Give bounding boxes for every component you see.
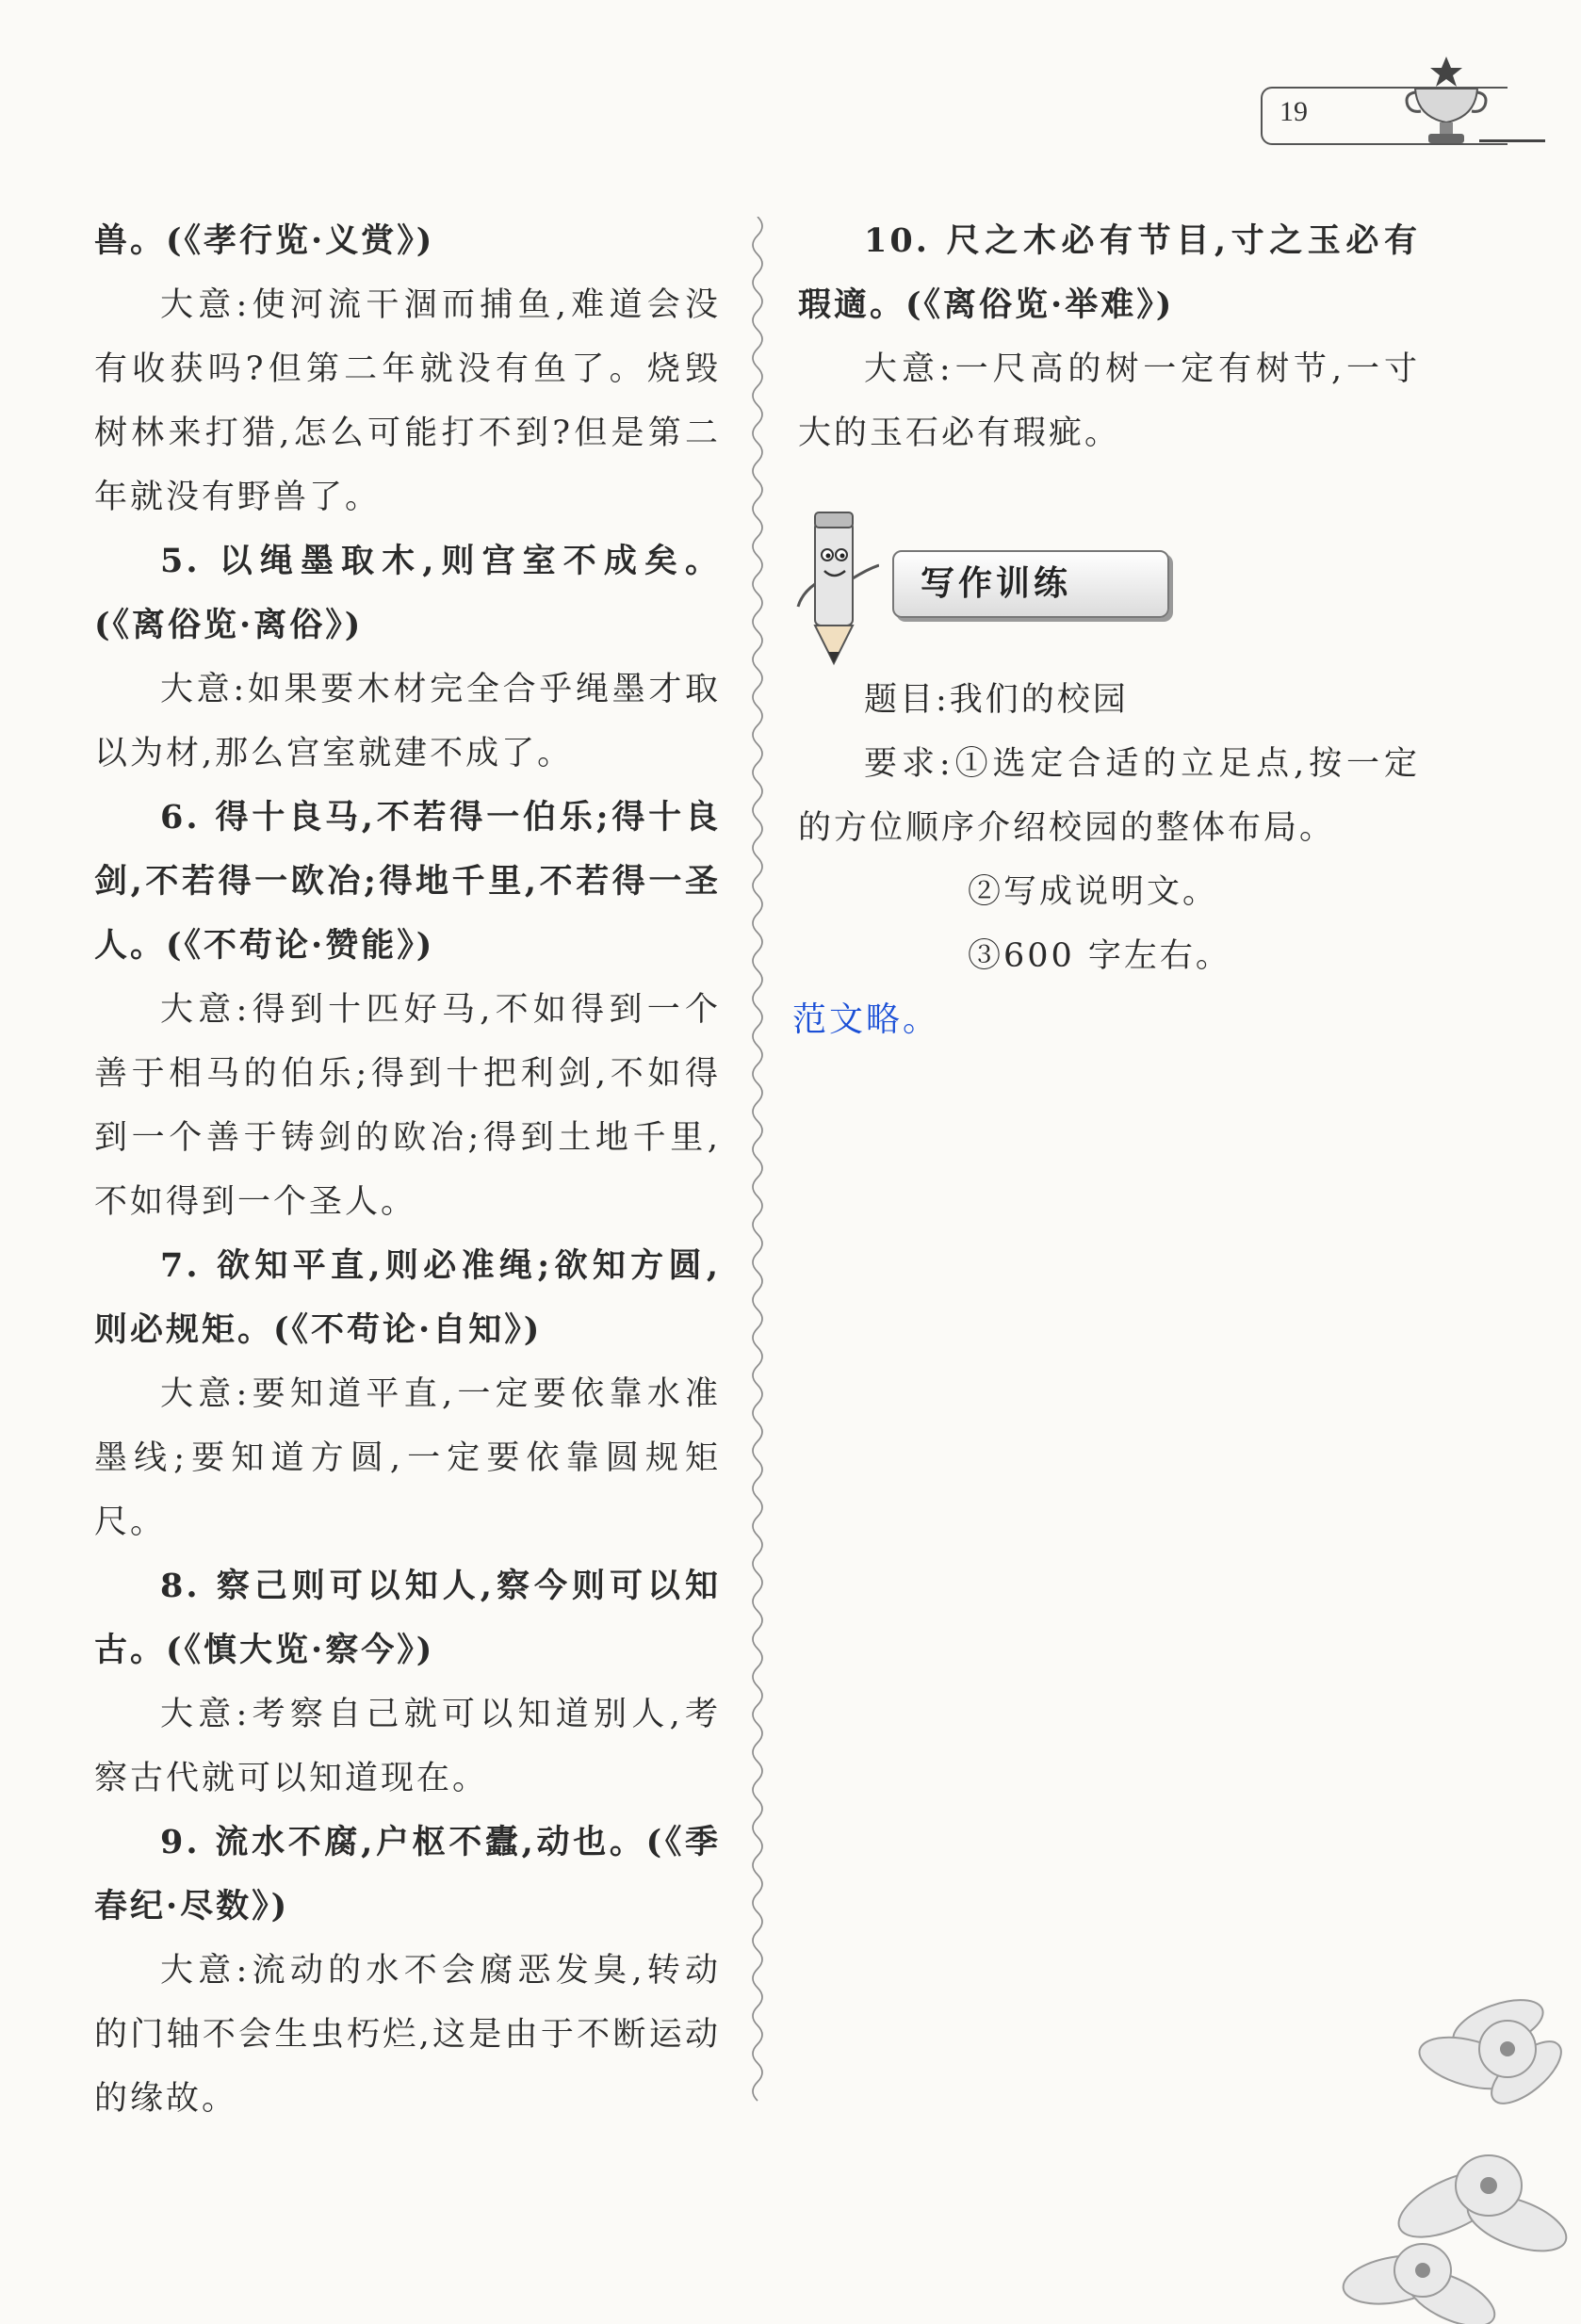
paragraph: 兽。(《孝行览·义赏》) <box>94 221 435 260</box>
paragraph: 大意:一尺高的树一定有树节,一寸大的玉石必有瑕疵。 <box>798 350 1420 452</box>
paragraph: 大意:考察自己就可以知道别人,考察古代就可以知道现在。 <box>94 1696 721 1797</box>
paragraph: 9. 流水不腐,户枢不蠹,动也。(《季春纪·尽数》) <box>94 1823 721 1926</box>
paragraph: 6. 得十良马,不若得一伯乐;得十良剑,不若得一欧冶;得地千里,不若得一圣人。(《不苟论·赞能》) <box>94 798 721 965</box>
paragraph: 大意:流动的水不会腐恶发臭,转动的门轴不会生虫朽烂,这是由于不断运动的缘故。 <box>94 1952 721 2118</box>
left-column <box>94 209 721 2131</box>
right-column <box>792 209 1420 1052</box>
writing-section-header <box>798 503 1420 668</box>
column-divider <box>744 217 771 2110</box>
paragraph: 大意:如果要木材完全合乎绳墨才取以为材,那么宫室就建不成了。 <box>94 671 721 772</box>
paragraph: 大意:使河流干涸而捕鱼,难道会没有收获吗?但第二年就没有鱼了。烧毁树林来打猎,怎么可能打不到?但是第二年就没有野兽了。 <box>94 286 721 516</box>
paragraph: 5. 以绳墨取木,则宫室不成矣。(《离俗览·离俗》) <box>94 542 721 644</box>
section-title: 写作训练 <box>892 550 1169 618</box>
paragraph: 8. 察己则可以知人,察今则可以知古。(《慎大览·察今》) <box>94 1567 721 1669</box>
header-rule <box>1479 139 1545 142</box>
flower-decoration <box>1310 1959 1581 2324</box>
pencil-mascot-icon <box>794 503 879 668</box>
sample-essay-note: 范文略。 <box>792 1000 940 1039</box>
trophy-icon <box>1404 55 1489 149</box>
page-number: 19 <box>1279 96 1308 127</box>
writing-requirement: 要求:①选定合适的立足点,按一定的方位顺序介绍校园的整体布局。 <box>798 745 1420 847</box>
writing-requirement: ②写成说明文。 <box>968 873 1219 911</box>
paragraph: 10. 尺之木必有节目,寸之玉必有瑕適。(《离俗览·举难》) <box>798 221 1420 324</box>
paragraph: 7. 欲知平直,则必准绳;欲知方圆,则必规矩。(《不苟论·自知》) <box>94 1246 721 1349</box>
writing-topic: 题目:我们的校园 <box>864 681 1129 719</box>
paragraph: 大意:要知道平直,一定要依靠水准墨线;要知道方圆,一定要依靠圆规矩尺。 <box>94 1375 721 1541</box>
writing-requirement: ③600 字左右。 <box>968 937 1231 975</box>
paragraph: 大意:得到十匹好马,不如得到一个善于相马的伯乐;得到十把利剑,不如得到一个善于铸剑的欧冶;得到土地千里,不如得到一个圣人。 <box>94 991 721 1221</box>
